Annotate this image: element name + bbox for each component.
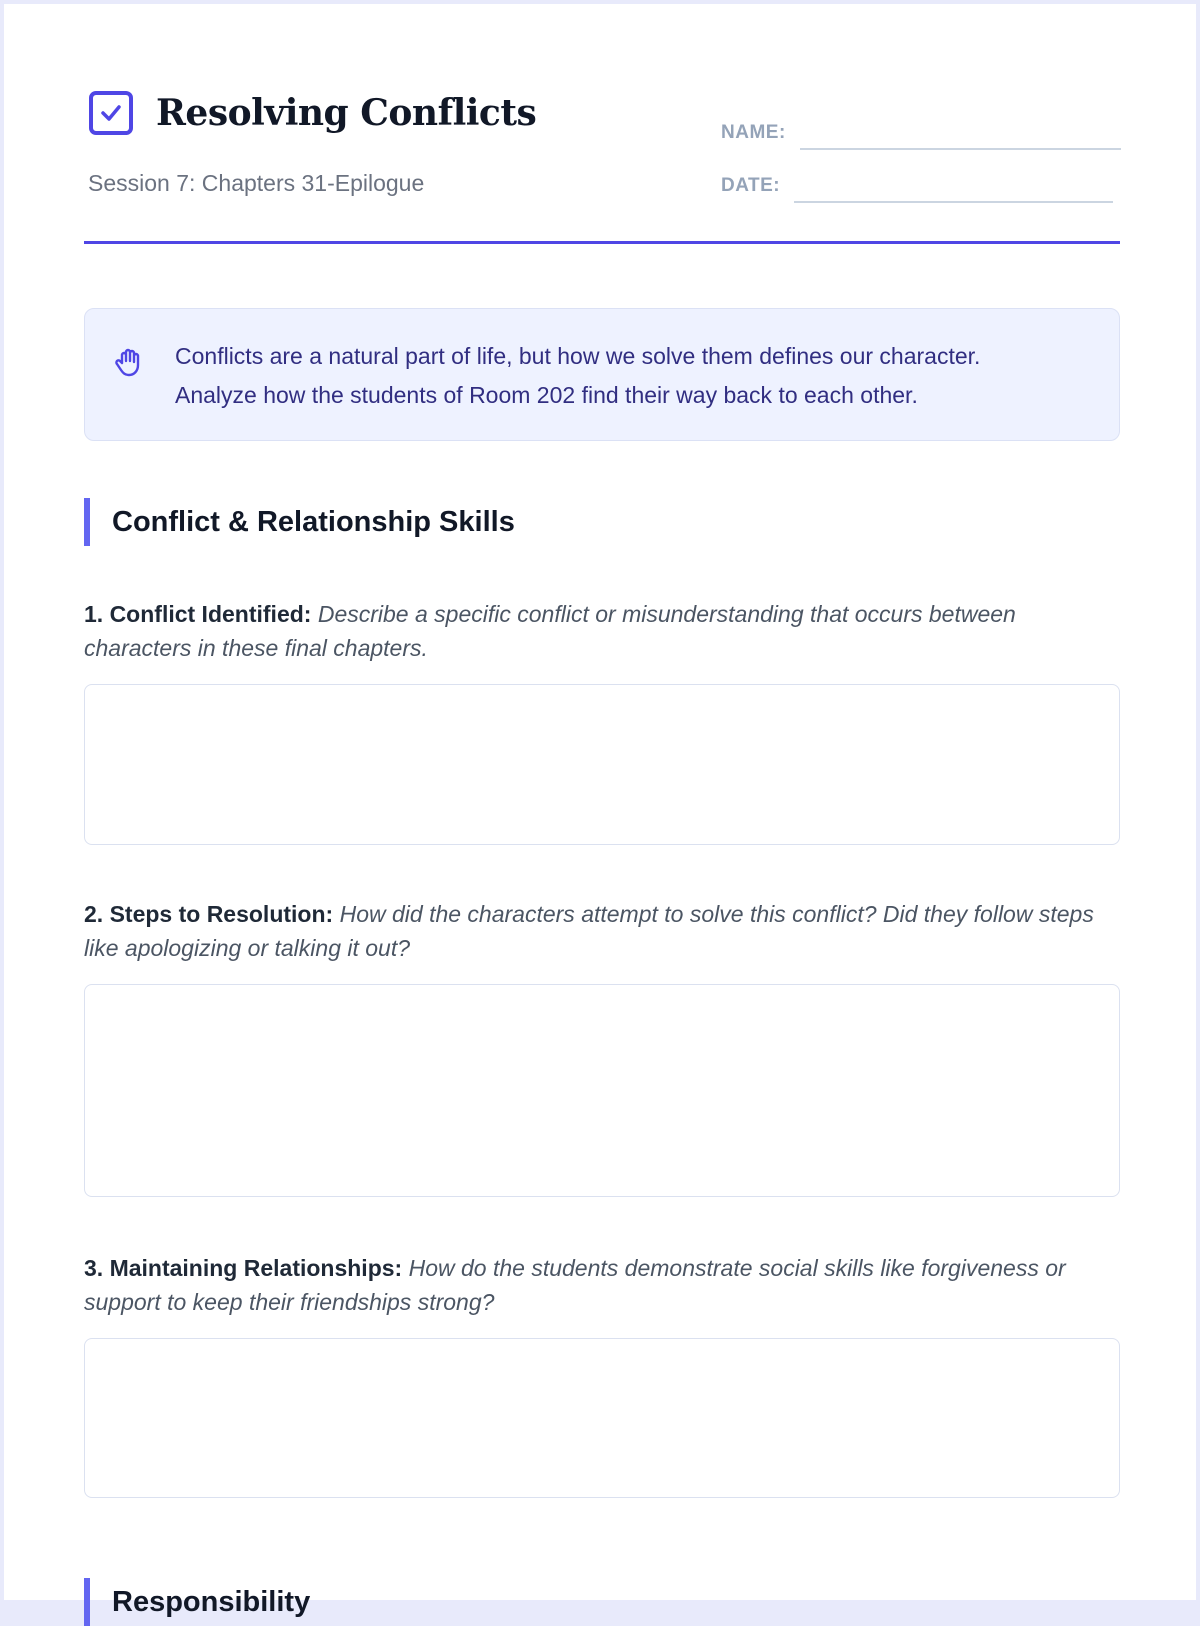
worksheet-header bbox=[84, 90, 1120, 244]
question-1-label: 1. Conflict Identified: bbox=[84, 601, 312, 627]
section-heading-conflict-skills: Conflict & Relationship Skills bbox=[84, 498, 515, 546]
date-input-line[interactable] bbox=[794, 169, 1113, 203]
intro-line-1: Conflicts are a natural part of life, but how we solve them defines our character. bbox=[175, 343, 981, 369]
question-2 bbox=[84, 897, 1124, 965]
worksheet-page bbox=[4, 4, 1196, 1618]
intro-callout bbox=[84, 308, 1120, 441]
answer-box-2[interactable] bbox=[84, 984, 1120, 1197]
hand-icon bbox=[113, 345, 147, 379]
name-label: NAME: bbox=[721, 122, 786, 143]
page-title: Resolving Conflicts bbox=[156, 92, 537, 134]
checkbox-checked-icon bbox=[88, 90, 134, 136]
name-input-line[interactable] bbox=[800, 116, 1121, 150]
date-label: DATE: bbox=[721, 175, 781, 196]
answer-box-3[interactable] bbox=[84, 1338, 1120, 1498]
page-subtitle: Session 7: Chapters 31-Epilogue bbox=[88, 170, 425, 196]
question-1-prompt: Describe a specific conflict or misunderstanding that occurs between characters in these final chapters. bbox=[84, 601, 1016, 661]
question-3-label: 3. Maintaining Relationships: bbox=[84, 1255, 403, 1281]
section-heading-responsibility: Responsibility bbox=[84, 1578, 310, 1626]
question-1 bbox=[84, 597, 1124, 665]
title-row bbox=[88, 90, 536, 136]
intro-line-2: Analyze how the students of Room 202 find their way back to each other. bbox=[175, 382, 918, 408]
question-3 bbox=[84, 1251, 1124, 1319]
date-field bbox=[721, 169, 1113, 203]
question-2-prompt: How did the characters attempt to solve this conflict? Did they follow steps like apologizing or talking it out? bbox=[84, 901, 1094, 961]
intro-text bbox=[175, 337, 1095, 415]
answer-box-1[interactable] bbox=[84, 684, 1120, 845]
question-2-label: 2. Steps to Resolution: bbox=[84, 901, 334, 927]
name-field bbox=[721, 116, 1121, 150]
question-3-prompt: How do the students demonstrate social skills like forgiveness or support to keep their friendships strong? bbox=[84, 1255, 1066, 1315]
